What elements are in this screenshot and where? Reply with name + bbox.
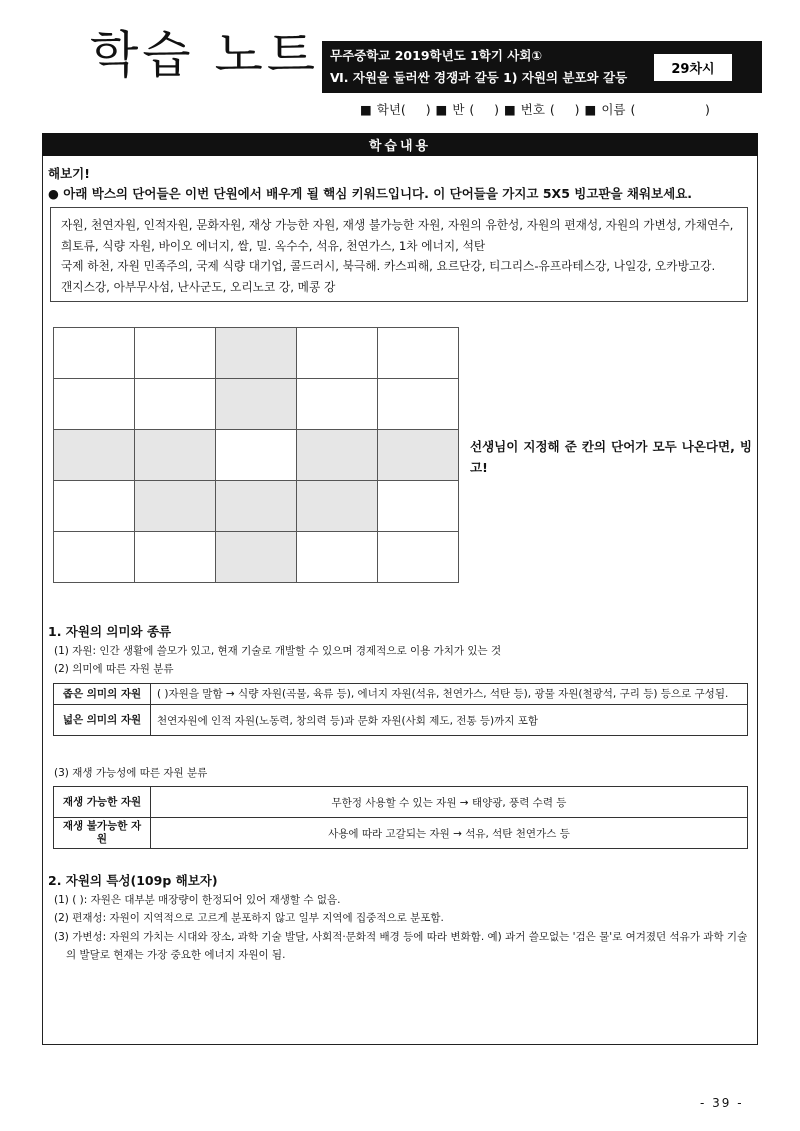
bingo-cell[interactable] — [135, 430, 216, 481]
section-heading: 2. 자원의 특성(109p 해보자) — [48, 873, 218, 888]
table-row — [54, 705, 748, 736]
bingo-cell[interactable] — [297, 532, 378, 583]
bingo-cell[interactable] — [216, 532, 297, 583]
unit-line: Ⅵ. 자원을 둘러싼 경쟁과 갈등 1) 자원의 분포와 갈등 — [330, 70, 628, 85]
bingo-cell[interactable] — [54, 430, 135, 481]
row-label: 넓은 의미의 자원 — [54, 705, 151, 736]
session-badge: 29차시 — [654, 54, 732, 81]
row-label: 재생 불가능한 자원 — [54, 818, 151, 849]
keyword-paragraph: 자원, 천연자원, 인적자원, 문화자원, 재상 가능한 자원, 재생 불가능한 자원, 자원의 유한성, 자원의 편재성, 자원의 가변성, 가채연수, 희토류, 식량 자원, 바이오 에너지, 쌀, 밀. 옥수수, 석유, 천연가스, 1차 에너지, 석탄 — [61, 218, 734, 253]
bingo-cell[interactable] — [216, 430, 297, 481]
table-row — [54, 684, 748, 705]
bingo-cell[interactable] — [135, 481, 216, 532]
row-label: 좁은 의미의 자원 — [54, 684, 151, 705]
bingo-cell[interactable] — [297, 328, 378, 379]
resource-meaning-table — [53, 683, 748, 736]
feature-line: (1) ( ): 자원은 대부분 매장량이 한정되어 있어 재생할 수 없음. — [54, 894, 341, 906]
bingo-cell[interactable] — [216, 379, 297, 430]
bingo-cell[interactable] — [378, 481, 459, 532]
bingo-cell[interactable] — [54, 328, 135, 379]
bingo-board — [53, 327, 459, 583]
keyword-box — [50, 207, 748, 302]
warmup-instruction: ● 아래 박스의 단어들은 이번 단원에서 배우게 될 핵심 키워드입니다. 이 단어들을 가지고 5X5 빙고판을 채워보세요. — [48, 186, 693, 201]
feature-line: (2) 편재성: 자원이 지역적으로 고르게 분포하지 않고 일부 지역에 집중적으로 분포함. — [54, 912, 444, 924]
renewability-table — [53, 786, 748, 849]
warmup-title: 해보기! — [48, 166, 90, 181]
bingo-cell[interactable] — [135, 532, 216, 583]
bingo-cell[interactable] — [216, 481, 297, 532]
bingo-row — [54, 379, 459, 430]
bingo-cell[interactable] — [297, 430, 378, 481]
bingo-cell[interactable] — [297, 481, 378, 532]
bingo-cell[interactable] — [216, 328, 297, 379]
bingo-cell[interactable] — [135, 328, 216, 379]
bingo-cell[interactable] — [135, 379, 216, 430]
bingo-cell[interactable] — [378, 532, 459, 583]
bingo-row — [54, 430, 459, 481]
bingo-cell[interactable] — [54, 481, 135, 532]
bingo-row — [54, 328, 459, 379]
row-desc: 사용에 따라 고갈되는 자원 → 석유, 석탄 천연가스 등 — [151, 818, 748, 849]
definition-line: (3) 재생 가능성에 따른 자원 분류 — [54, 767, 208, 779]
bingo-note: 선생님이 지정해 준 칸의 단어가 모두 나온다면, 빙고! — [470, 439, 752, 475]
bingo-cell[interactable] — [378, 328, 459, 379]
section-heading: 1. 자원의 의미와 종류 — [48, 624, 172, 639]
bingo-cell[interactable] — [297, 379, 378, 430]
bingo-cell[interactable] — [378, 430, 459, 481]
page-number: - 39 - — [700, 1096, 744, 1110]
bingo-row — [54, 481, 459, 532]
row-desc: 천연자원에 인적 자원(노동력, 창의력 등)과 문화 자원(사회 제도, 전통 등)까지 포함 — [151, 705, 748, 736]
content-header-bar: 학습내용 — [42, 133, 758, 156]
feature-line: (3) 가변성: 자원의 가치는 시대와 장소, 과학 기술 발달, 사회적·문화적 배경 등에 따라 변화함. 예) 과거 쓸모없는 '검은 물'로 여겨졌던 석유가 과학 기술의 발달로 현재는 가장 중요한 에너지 자원이 됨. — [54, 931, 748, 961]
keyword-paragraph: 국제 하천, 자원 민족주의, 국제 식량 대기업, 콜드러시, 북극해. 카스피해, 요르단강, 티그리스-유프라테스강, 나일강, 오카방고강. 갠지스강, 아부무사섬, 난사군도, 오리노코 강, 메콩 강 — [61, 259, 716, 294]
page-title: 학습 노트 — [90, 26, 320, 84]
bingo-row — [54, 532, 459, 583]
definition-line: (2) 의미에 따른 자원 분류 — [54, 663, 174, 675]
table-row — [54, 787, 748, 818]
row-desc: 무한정 사용할 수 있는 자원 → 태양광, 풍력 수력 등 — [151, 787, 748, 818]
bingo-cell[interactable] — [378, 379, 459, 430]
bingo-cell[interactable] — [54, 379, 135, 430]
row-desc: ( )자원을 말함 → 식량 자원(곡물, 육류 등), 에너지 자원(석유, 천연가스, 석탄 등), 광물 자원(철광석, 구리 등) 등으로 구성됨. — [151, 684, 748, 705]
table-row — [54, 818, 748, 849]
definition-line: (1) 자원: 인간 생활에 쓸모가 있고, 현재 기술로 개발할 수 있으며 경제적으로 이용 가치가 있는 것 — [54, 645, 502, 657]
student-info-line: ■ 학년( ) ■ 반 ( ) ■ 번호 ( ) ■ 이름 ( ) — [360, 102, 710, 117]
bingo-cell[interactable] — [54, 532, 135, 583]
course-line: 무주중학교 2019학년도 1학기 사회① — [330, 48, 543, 63]
row-label: 재생 가능한 자원 — [54, 787, 151, 818]
